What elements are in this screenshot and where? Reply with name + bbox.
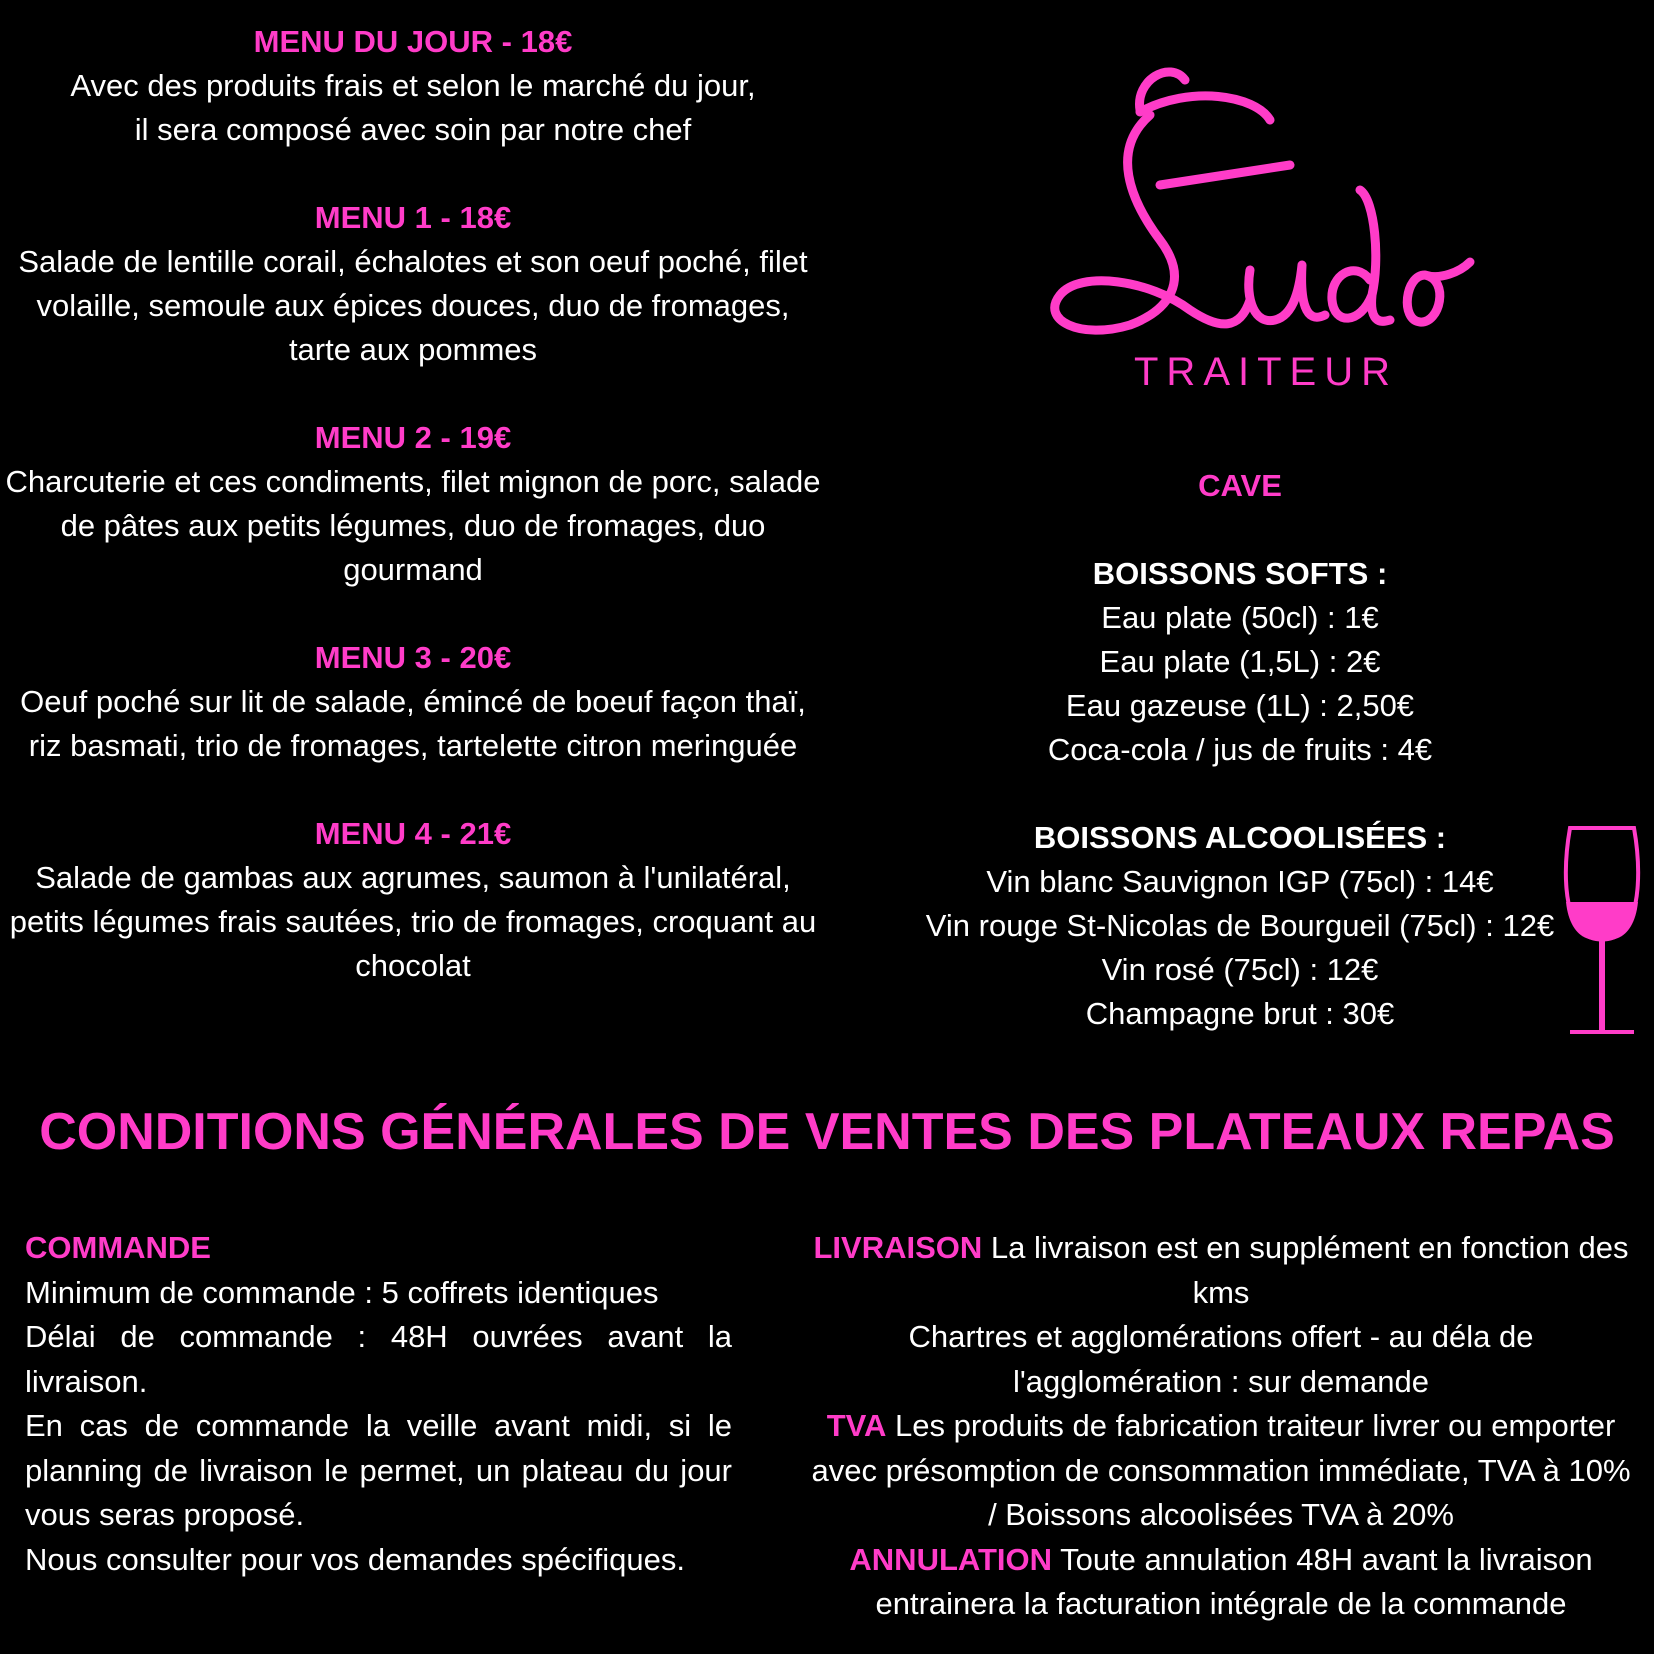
drink-item: Champagne brut : 30€ xyxy=(1085,996,1395,1031)
commande-label: COMMANDE xyxy=(25,1230,211,1265)
menu-3 xyxy=(0,636,826,768)
drink-item: Vin rouge St-Nicolas de Bourgueil (75cl) : 12€ xyxy=(925,908,1555,943)
wine-glass-icon xyxy=(1562,822,1642,1040)
alcool-title: BOISSONS ALCOOLISÉES : xyxy=(1033,820,1447,855)
drink-item: Coca-cola / jus de fruits : 4€ xyxy=(1047,732,1433,767)
menu-description: Charcuterie et ces condiments, filet mignon de porc, salade de pâtes aux petits légumes, duo de fromages, duo gourmand xyxy=(5,464,821,587)
commande-line: En cas de commande la veille avant midi, si le planning de livraison le permet, un plateau du jour vous seras proposé. xyxy=(25,1408,732,1532)
livraison-label: LIVRAISON xyxy=(813,1230,983,1265)
menus-column xyxy=(0,20,826,1032)
menu-description: Avec des produits frais et selon le marché du jour, il sera composé avec soin par notre chef xyxy=(70,68,756,147)
commande-line: Minimum de commande : 5 coffrets identiques xyxy=(25,1274,659,1310)
menu-title: MENU 4 - 21€ xyxy=(314,816,512,851)
tva-label: TVA xyxy=(826,1408,887,1443)
drink-item: Vin rosé (75cl) : 12€ xyxy=(1101,952,1379,987)
menu-description: Salade de lentille corail, échalotes et son oeuf poché, filet volaille, semoule aux épices douces, duo de fromages, tarte aux pommes xyxy=(18,244,808,367)
drink-item: Eau plate (50cl) : 1€ xyxy=(1101,600,1379,635)
annulation-text: Toute annulation 48H avant la livraison entrainera la facturation intégrale de la commande xyxy=(875,1541,1593,1621)
annulation-paragraph xyxy=(806,1538,1636,1627)
menu-title: MENU 1 - 18€ xyxy=(314,200,512,235)
logo-subtitle: TRAITEUR xyxy=(1134,350,1398,394)
cave-title: CAVE xyxy=(1198,468,1282,503)
cave-section xyxy=(860,464,1620,1036)
drink-item: Vin blanc Sauvignon IGP (75cl) : 14€ xyxy=(986,864,1494,899)
conditions-right xyxy=(806,1226,1636,1627)
menu-description: Oeuf poché sur lit de salade, émincé de boeuf façon thaï, riz basmati, trio de fromages, tartelette citron meringuée xyxy=(20,684,806,763)
commande-line: Nous consulter pour vos demandes spécifiques. xyxy=(25,1541,685,1577)
menu-1 xyxy=(0,196,826,372)
drink-item: Eau plate (1,5L) : 2€ xyxy=(1099,644,1381,679)
annulation-label: ANNULATION xyxy=(849,1541,1053,1577)
ludo-traiteur-logo xyxy=(1040,40,1480,420)
tva-paragraph xyxy=(806,1404,1636,1538)
livraison-text: La livraison est en supplément en fonction des kms xyxy=(982,1230,1629,1310)
livraison-paragraph xyxy=(806,1226,1636,1315)
commande-line: Délai de commande : 48H ouvrées avant la livraison. xyxy=(25,1319,732,1399)
cgv-title: CONDITIONS GÉNÉRALES DE VENTES DES PLATEAUX REPAS xyxy=(39,1103,1615,1161)
menu-description: Salade de gambas aux agrumes, saumon à l'unilatéral, petits légumes frais sautées, trio de fromages, croquant au chocolat xyxy=(9,860,817,983)
menu-title: MENU 3 - 20€ xyxy=(314,640,512,675)
menu-title: MENU 2 - 19€ xyxy=(314,420,512,455)
livraison-paragraph-2: Chartres et agglomérations offert - au déla de l'agglomération : sur demande xyxy=(908,1319,1534,1399)
menu-2 xyxy=(0,416,826,592)
softs-title: BOISSONS SOFTS : xyxy=(1092,556,1388,591)
menu-du-jour xyxy=(0,20,826,152)
menu-title: MENU DU JOUR - 18€ xyxy=(253,24,573,59)
cloche-icon xyxy=(1040,40,1480,420)
tva-text: Les produits de fabrication traiteur livrer ou emporter avec présomption de consommation immédiate, TVA à 10% / Boissons alcoolisées TVA à 20% xyxy=(811,1408,1631,1532)
drink-item: Eau gazeuse (1L) : 2,50€ xyxy=(1065,688,1415,723)
commande-section xyxy=(25,1226,732,1582)
menu-4 xyxy=(0,812,826,988)
